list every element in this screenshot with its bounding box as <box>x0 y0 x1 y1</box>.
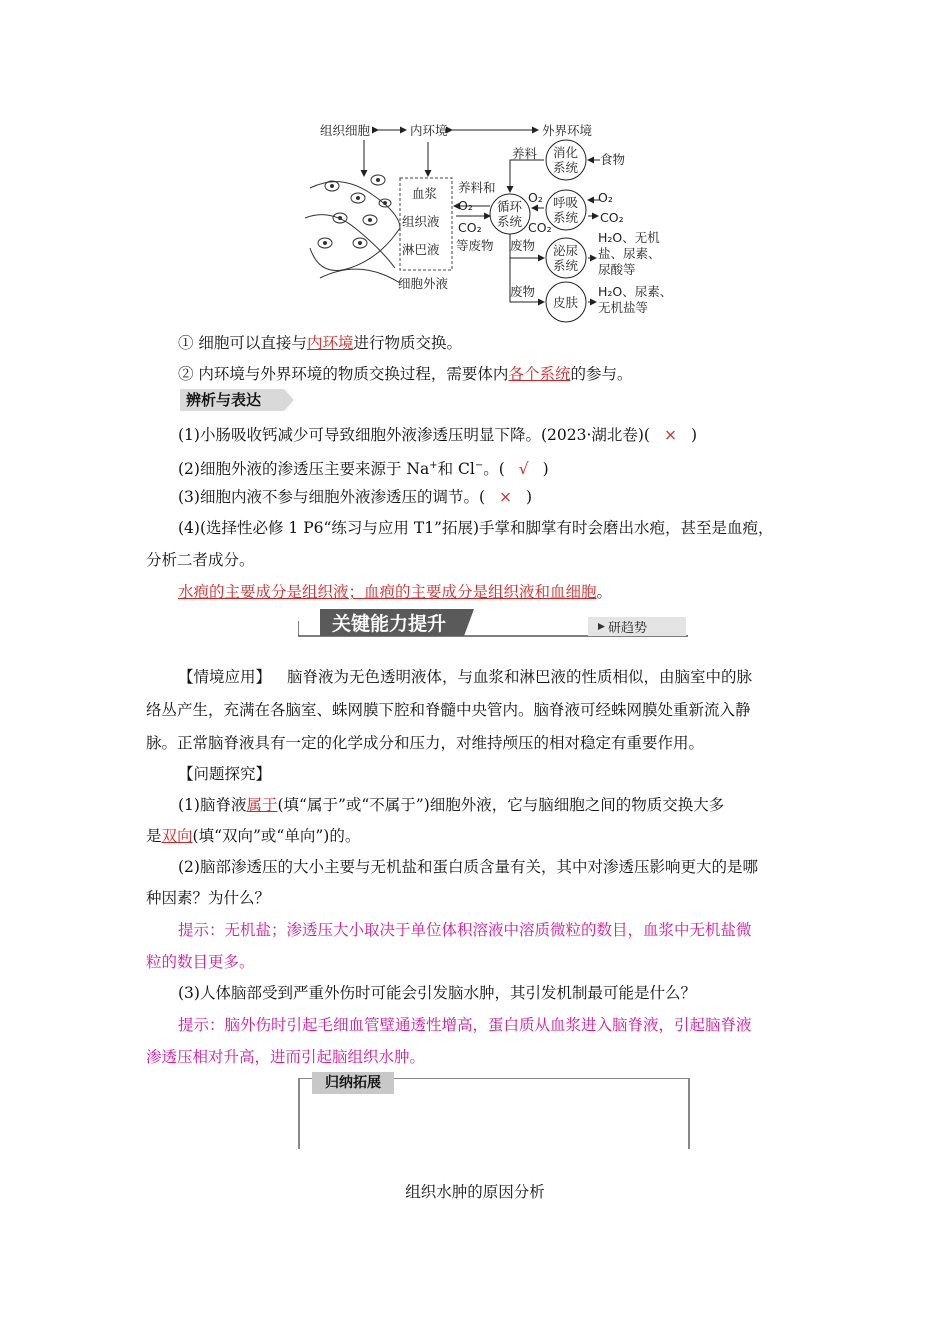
svg-text:皮肤: 皮肤 <box>553 295 579 310</box>
judge-item-1: (1)小肠吸收钙减少可导致细胞外液渗透压明显下降。(2023·湖北卷)( × ) <box>178 426 698 444</box>
label-waste-1: 废物 <box>510 238 536 253</box>
label-tissue-cell: 组织细胞 <box>320 123 371 138</box>
tissue-cells-sketch <box>305 175 400 283</box>
explore-q2-line-2: 种因素？为什么？ <box>146 889 271 907</box>
svg-text:O₂: O₂ <box>528 190 543 205</box>
summary-line-2: ② 内环境与外界环境的物质交换过程，需要体内各个系统的参与。 <box>178 365 633 383</box>
judge-item-2: (2)细胞外液的渗透压主要来源于 Na+和 Cl−。( √ ) <box>178 460 549 479</box>
label-co2-mid: CO₂ <box>458 220 482 235</box>
svg-text:尿酸等: 尿酸等 <box>598 262 636 277</box>
explore-q2-line-1: (2)脑部渗透压的大小主要与无机盐和蛋白质含量有关，其中对渗透压影响更大的是哪 <box>178 858 758 876</box>
hint-q3-line-2: 渗透压相对升高，进而引起脑组织水肿。 <box>146 1048 426 1066</box>
mark-right: √ <box>518 460 529 479</box>
mark-wrong: × <box>663 426 677 444</box>
explore-q1-line-2: 是双向(填“双向”或“单向”)的。 <box>146 827 361 845</box>
label-nutrients-o2: 养料和 <box>458 180 496 195</box>
svg-text:呼吸: 呼吸 <box>553 195 579 210</box>
scenario-line-3: 脉。正常脑脊液具有一定的化学成分和压力，对维持颅压的相对稳定有重要作用。 <box>146 734 705 752</box>
label-lymph: 淋巴液 <box>402 242 440 257</box>
section-banner <box>298 607 688 641</box>
svg-text:系统: 系统 <box>553 258 579 273</box>
label-o2-mid: O₂ <box>458 198 473 213</box>
svg-text:系统: 系统 <box>553 160 579 175</box>
hint-q2-line-2: 粒的数目更多。 <box>146 953 255 971</box>
svg-text:系统: 系统 <box>553 210 579 225</box>
scenario-line-2: 络丛产生，充满在各脑室、蛛网膜下腔和脊髓中央管内。脑脊液可经蛛网膜处重新流入静 <box>146 701 751 719</box>
svg-text:循环: 循环 <box>497 199 523 214</box>
hint-q2-line-1: 提示：无机盐；渗透压大小取决于单位体积溶液中溶质微粒的数目，血浆中无机盐微 <box>178 921 752 939</box>
label-internal-env: 内环境 <box>410 123 448 138</box>
mark-wrong: × <box>499 488 513 506</box>
label-tissue-fluid: 组织液 <box>402 214 440 229</box>
answer-bidirectional: 双向 <box>161 827 193 845</box>
label-food: 食物 <box>600 152 626 167</box>
svg-text:系统: 系统 <box>497 214 523 229</box>
label-external-env: 外界环境 <box>542 123 593 138</box>
label-plasma: 血浆 <box>412 186 438 201</box>
answer-belongs: 属于 <box>246 796 278 814</box>
svg-text:H₂O、尿素、: H₂O、尿素、 <box>598 284 673 299</box>
explore-q3: (3)人体脑部受到严重外伤时可能会引发脑水肿，其引发机制最可能是什么？ <box>178 984 696 1002</box>
summary-line-1: ① 细胞可以直接与内环境进行物质交换。 <box>178 334 462 352</box>
answer-internal-env: 内环境 <box>306 334 354 352</box>
svg-text:H₂O、无机: H₂O、无机 <box>598 230 660 245</box>
svg-text:CO₂: CO₂ <box>528 220 552 235</box>
svg-text:盐、尿素、: 盐、尿素、 <box>598 246 661 261</box>
svg-text:泌尿: 泌尿 <box>553 243 579 258</box>
hint-q3-line-1: 提示：脑外伤时引起毛细血管壁通透性增高，蛋白质从血浆进入脑脊液，引起脑脊液 <box>178 1016 752 1034</box>
svg-text:消化: 消化 <box>553 145 579 160</box>
svg-text:CO₂: CO₂ <box>600 210 624 225</box>
banner-title: 关键能力提升 <box>332 613 447 635</box>
label-waste-2: 废物 <box>510 284 536 299</box>
svg-text:无机盐等: 无机盐等 <box>598 300 649 315</box>
label-ecf: 细胞外液 <box>398 276 449 291</box>
explore-label: 【问题探究】 <box>178 765 272 783</box>
q4-line-2: 分析二者成分。 <box>146 551 255 569</box>
answer-systems: 各个系统 <box>508 365 571 383</box>
summary-box-tag: 归纳拓展 <box>312 1072 394 1094</box>
label-waste-etc: 等废物 <box>456 238 494 253</box>
svg-text:O₂: O₂ <box>598 190 613 205</box>
banner-right: 研趋势 <box>608 621 648 636</box>
q4-line-1: (4)(选择性必修 1 P6“练习与应用 T1”拓展)手掌和脚掌有时会磨出水疱，甚至是血疱， <box>178 519 774 537</box>
section-caption: 组织水肿的原因分析 <box>405 1183 545 1201</box>
section-tag-analysis: 辨析与表达 <box>180 389 284 411</box>
internal-environment-diagram <box>300 118 690 328</box>
q4-answer: 水疱的主要成分是组织液；血疱的主要成分是组织液和血细胞。 <box>178 583 613 601</box>
label-nutrients: 养料 <box>512 146 538 161</box>
explore-q1-line-1: (1)脑脊液属于(填“属于”或“不属于”)细胞外液，它与脑细胞之间的物质交换大多 <box>178 796 725 814</box>
judge-item-3: (3)细胞内液不参与细胞外液渗透压的调节。( × ) <box>178 488 533 506</box>
scenario-line-1: 【情境应用】 脑脊液为无色透明液体，与血浆和淋巴液的性质相似，由脑室中的脉 <box>178 668 753 686</box>
